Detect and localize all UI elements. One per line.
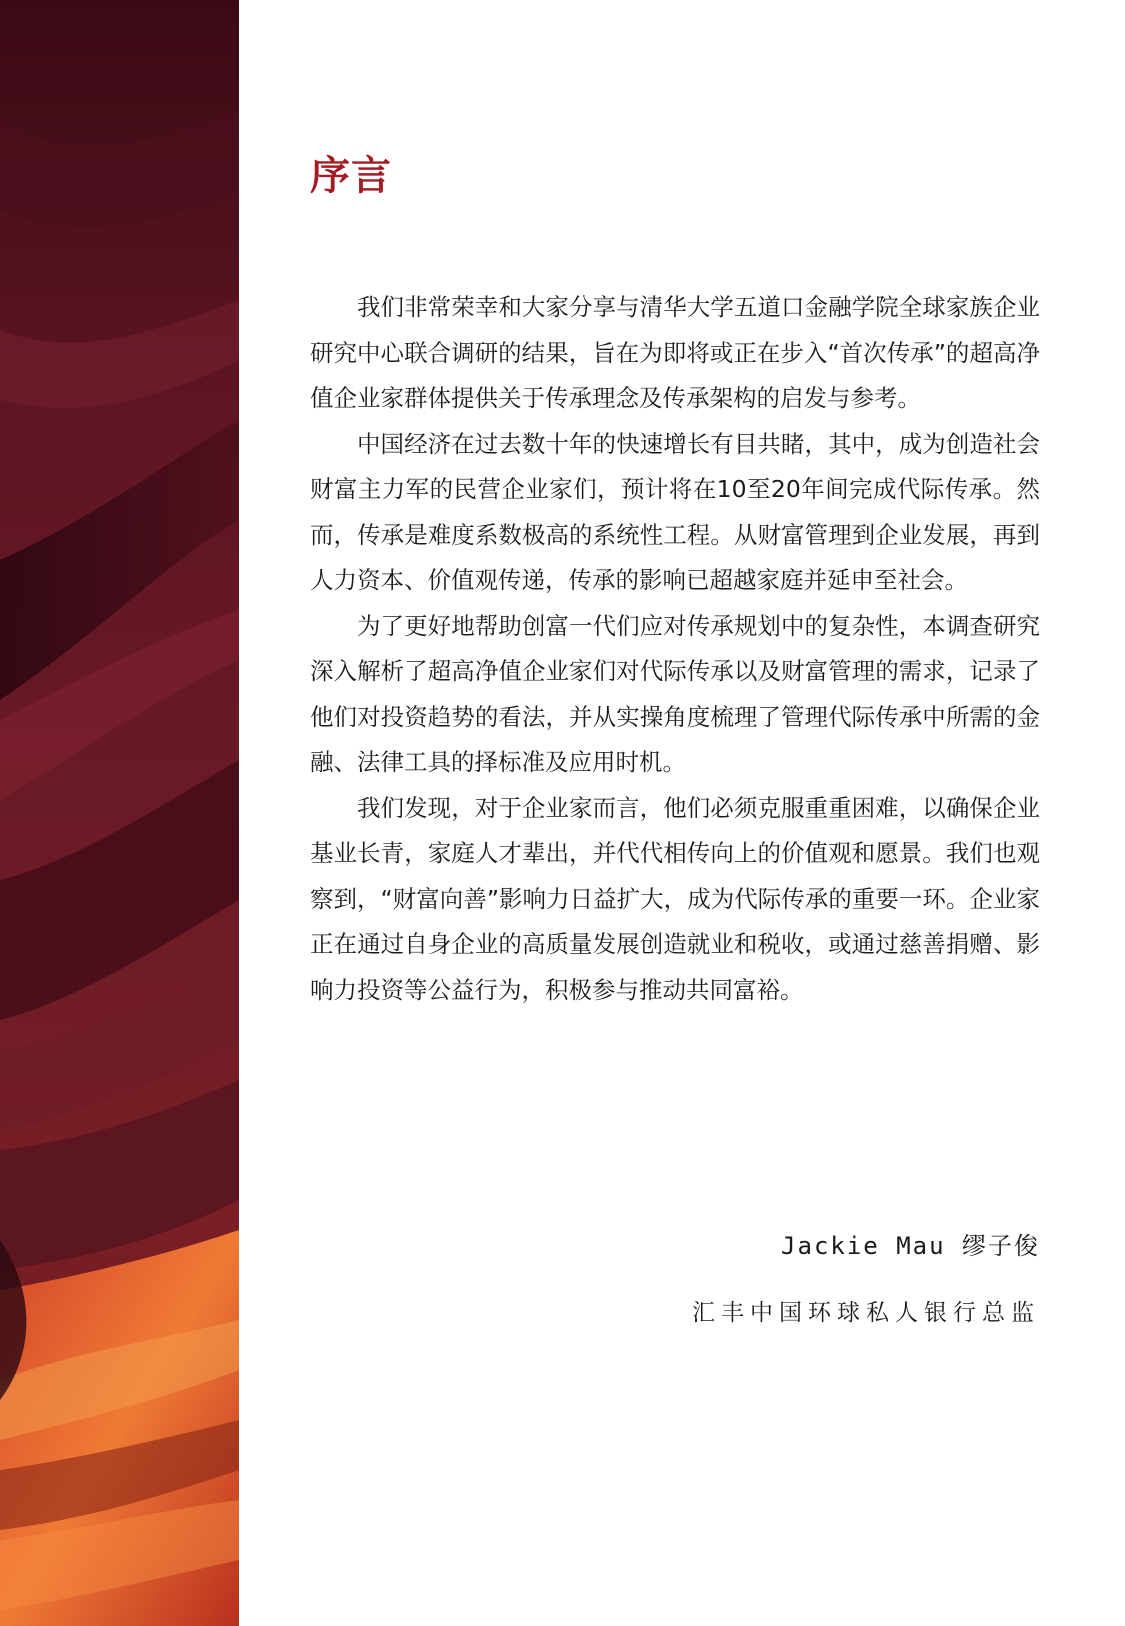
paragraph-4: 我们发现，对于企业家而言，他们必须克服重重困难，以确保企业基业长青，家庭人才辈出，并代代相传向上的价值观和愿景。我们也观察到，“财富向善”影响力日益扩大，成为代际传承的重要一环。企业家正在通过自身企业的高质量发展创造就业和税收，或通过慈善捐赠、影响力投资等公益行为，积极参与推动共同富裕。 — [310, 793, 1040, 1004]
signature-name: Jackie Mau 缪子俊 — [781, 1232, 1040, 1260]
paragraph-3: 为了更好地帮助创富一代们应对传承规划中的复杂性，本调查研究深入解析了超高净值企业家们对代际传承以及财富管理的需求，记录了他们对投资趋势的看法，并从实操角度梳理了管理代际传承中所需的金融、法律工具的择标准及应用时机。 — [310, 611, 1040, 776]
canyon-rock-image — [0, 0, 239, 1626]
body-text — [310, 285, 1040, 1013]
paragraph-1: 我们非常荣幸和大家分享与清华大学五道口金融学院全球家族企业研究中心联合调研的结果，旨在为即将或正在步入“首次传承”的超高净值企业家群体提供关于传承理念及传承架构的启发与参考。 — [310, 293, 1040, 412]
signature-block — [692, 1228, 1040, 1331]
page-title: 序言 — [310, 153, 392, 199]
canyon-photo — [0, 0, 239, 1626]
main-content — [310, 0, 1050, 1626]
signature-position: 汇丰中国环球私人银行总监 — [692, 1300, 1040, 1326]
paragraph-2: 中国经济在过去数十年的快速增长有目共睹，其中，成为创造社会财富主力军的民营企业家们，预计将在10至20年间完成代际传承。然而，传承是难度系数极高的系统性工程。从财富管理到企业发展，再到人力资本、价值观传递，传承的影响已超越家庭并延申至社会。 — [310, 429, 1040, 594]
